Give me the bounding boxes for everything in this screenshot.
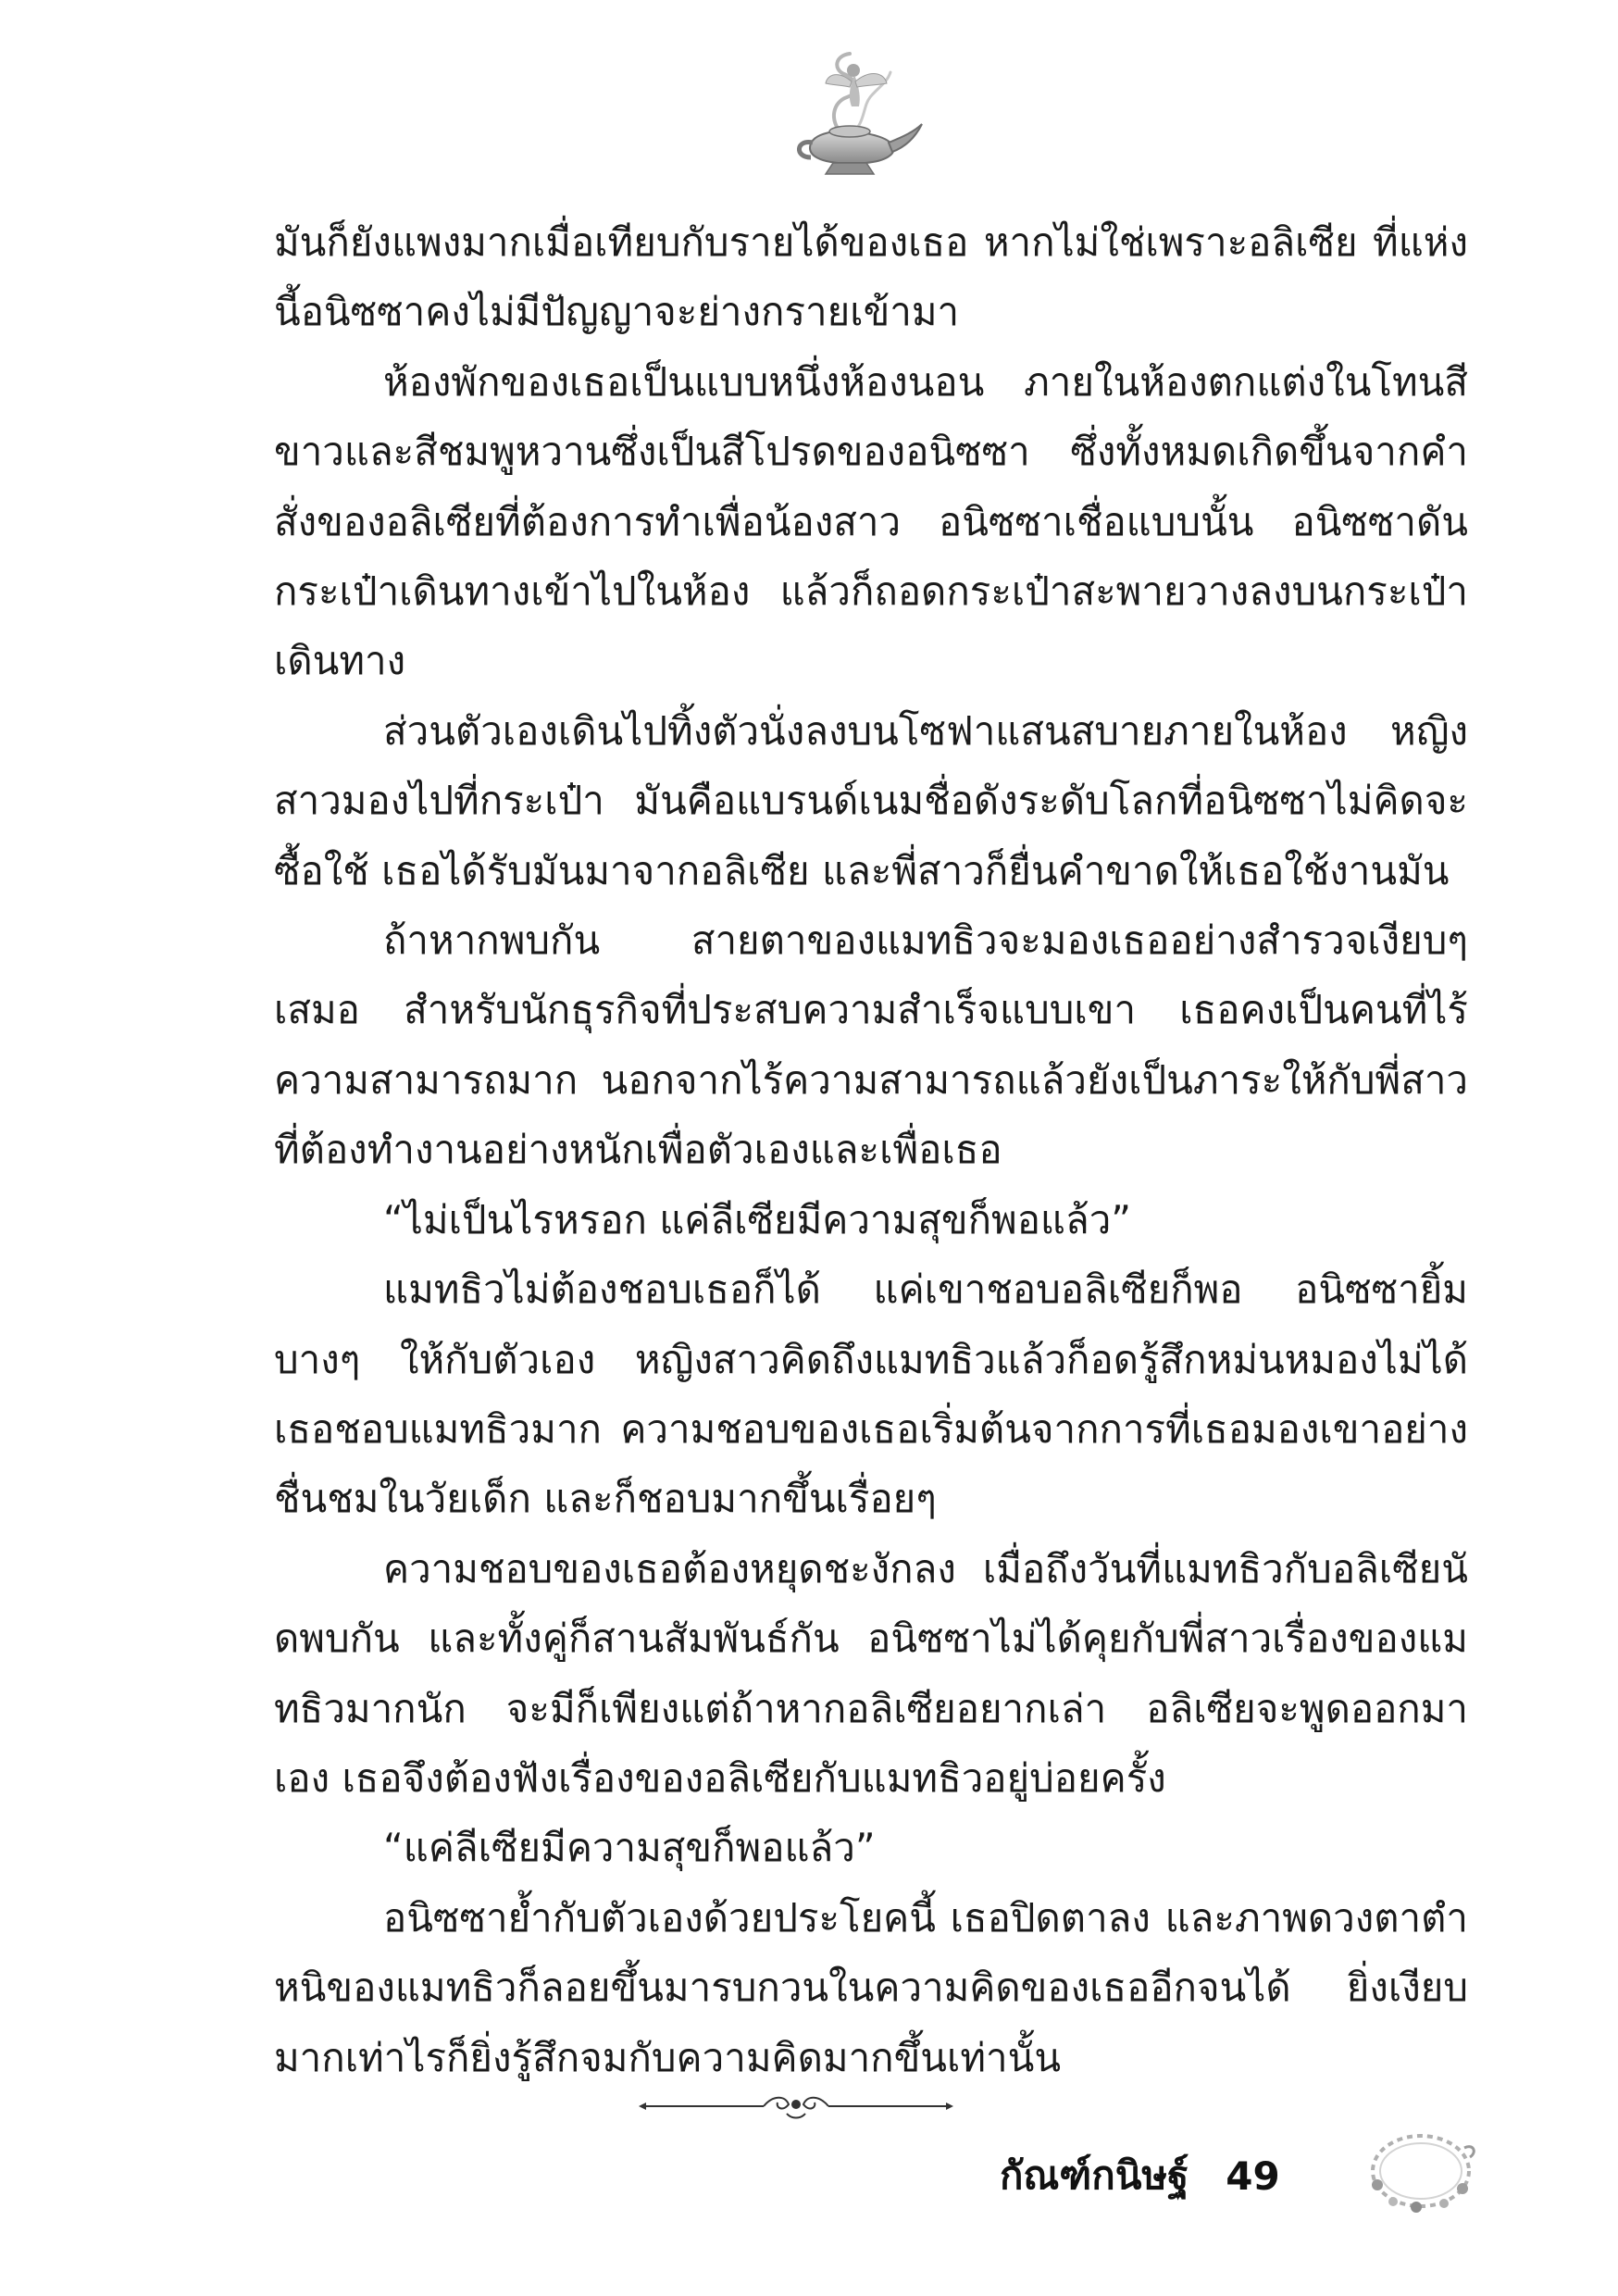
bracelet-icon — [1361, 2120, 1481, 2222]
book-title: กัณฑ์กนิษฐ์ — [1000, 2152, 1189, 2198]
paragraph-7: ความชอบของเธอต้องหยุดชะงักลง เมื่อถึงวันที่แมทธิวกับอลิเซียนัดพบกัน และทั้งคู่ก็สานสัมพันธ์กัน อนิซซาไม่ได้คุยกับพี่สาวเรื่องของแมทธิวมากนัก จะมีก็เพียงแต่ถ้าหากอลิเซียอยากเล่า อลิเซียจะพูดออกมาเอง เธอจึงต้องฟังเรื่องของอลิเซียกับแมทธิวอยู่บ่อยครั้ง — [274, 1545, 1468, 1801]
paragraph-8-dialogue: “แค่ลีเซียมีความสุขก็พอแล้ว” — [383, 1825, 876, 1871]
paragraph-1: มันก็ยังแพงมากเมื่อเทียบกับรายได้ของเธอ หากไม่ใช่เพราะอลิเซีย ที่แห่งนี้อนิซซาคงไม่มีปัญญาจะย่างกรายเข้ามา — [274, 219, 1468, 335]
flourish-divider-icon — [639, 2088, 953, 2125]
lamp-fairy-icon — [778, 46, 926, 185]
paragraph-4: ถ้าหากพบกัน สายตาของแมทธิวจะมองเธออย่างสำรวจเงียบๆ เสมอ สำหรับนักธุรกิจที่ประสบความสำเร็จแบบเขา เธอคงเป็นคนที่ไร้ความสามารถมาก นอกจากไร้ความสามารถแล้วยังเป็นภาระให้กับพี่สาวที่ต้องทำงานอย่างหนักเพื่อตัวเองและเพื่อเธอ — [274, 917, 1468, 1173]
paragraph-9: อนิซซาย้ำกับตัวเองด้วยประโยคนี้ เธอปิดตาลง และภาพดวงตาตำหนิของแมทธิวก็ลอยขึ้นมารบกวนในความคิดของเธออีกจนได้ ยิ่งเงียบมากเท่าไรก็ยิ่งรู้สึกจมกับความคิดมากขึ้นเท่านั้น — [274, 1894, 1468, 2080]
page-footer — [1000, 2139, 1280, 2213]
paragraph-3: ส่วนตัวเองเดินไปทิ้งตัวนั่งลงบนโซฟาแสนสบายภายในห้อง หญิงสาวมองไปที่กระเป๋า มันคือแบรนด์เนมชื่อดังระดับโลกที่อนิซซาไม่คิดจะซื้อใช้ เธอได้รับมันมาจากอลิเซีย และพี่สาวก็ยื่นคำขาดให้เธอใช้งานมัน — [274, 707, 1468, 893]
paragraph-5-dialogue: “ไม่เป็นไรหรอก แค่ลีเซียมีความสุขก็พอแล้ว” — [383, 1196, 1132, 1242]
paragraph-2: ห้องพักของเธอเป็นแบบหนึ่งห้องนอน ภายในห้องตกแต่งในโทนสีขาวและสีชมพูหวานซึ่งเป็นสีโปรดของอนิซซา ซึ่งทั้งหมดเกิดขึ้นจากคำสั่งของอลิเซียที่ต้องการทำเพื่อน้องสาว อนิซซาเชื่อแบบนั้น อนิซซาดันกระเป๋าเดินทางเข้าไปในห้อง แล้วก็ถอดกระเป๋าสะพายวางลงบนกระเป๋าเดินทาง — [274, 358, 1468, 684]
body-text — [274, 207, 1468, 2092]
paragraph-6: แมทธิวไม่ต้องชอบเธอก็ได้ แค่เขาชอบอลิเซียก็พอ อนิซซายิ้มบางๆ ให้กับตัวเอง หญิงสาวคิดถึงแมทธิวแล้วก็อดรู้สึกหม่นหมองไม่ได้ เธอชอบแมทธิวมาก ความชอบของเธอเริ่มต้นจากการที่เธอมองเขาอย่างชื่นชมในวัยเด็ก และก็ชอบมากขึ้นเรื่อยๆ — [274, 1267, 1468, 1522]
page-number: 49 — [1226, 2152, 1280, 2199]
